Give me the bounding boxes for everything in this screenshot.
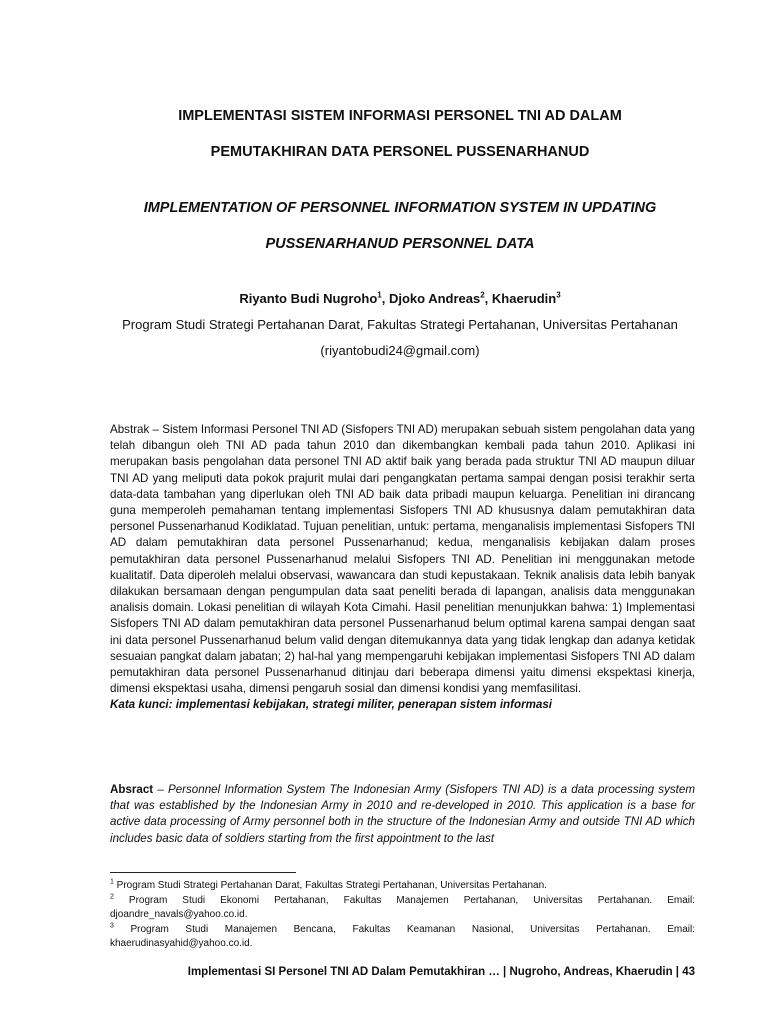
footnote-2-sup: 2 [110,893,114,901]
author-sep-1: , [381,291,389,306]
author-email: (riyantobudi24@gmail.com) [320,343,480,358]
author-3-sup: 3 [556,290,561,300]
title-en-line-1: IMPLEMENTATION OF PERSONNEL INFORMATION SYSTEM IN UPDATING [143,200,657,216]
running-footer: Implementasi SI Personel TNI AD Dalam Pemutakhiran … | Nugroho, Andreas, Khaerudin | 43 [187,966,695,978]
footnote-1 [110,879,695,893]
footnotes [110,879,695,952]
affiliation: Program Studi Strategi Pertahanan Darat, Fakultas Strategi Pertahanan, Universitas Pertahanan [122,317,678,332]
author-sep-2: , [484,291,492,306]
footnote-3 [110,923,695,951]
author-3: Khaerudin [491,291,557,306]
abstract-en-body: – Personnel Information System The Indonesian Army (Sisfopers TNI AD) is a data processing system that was established by the Indonesian Army in 2010 and re-developed in 2010. This application is a base for active data processing of Army personnel both in the structure of the Indonesian Army and outside TNI AD which includes basic data of soldiers starting from the first appointment to the last [110,783,695,845]
footnote-2 [110,894,695,922]
author-list [90,286,710,312]
title-indonesian [100,98,700,170]
footnote-1-text: Program Studi Strategi Pertahanan Darat, Fakultas Strategi Pertahanan, Universitas Pertahanan. [113,880,547,891]
footnote-3-text: Program Studi Manajemen Bencana, Fakultas Keamanan Nasional, Universitas Pertahanan. Email: khaerudinasyahid@yahoo.co.id. [110,924,695,949]
footnote-rule [110,872,296,873]
abstract-indonesian [110,422,695,714]
abstract-en-lead: Absract [110,783,154,796]
title-en-line-2: PUSSENARHANUD PERSONNEL DATA [265,236,535,252]
footnote-2-text: Program Studi Ekonomi Pertahanan, Fakultas Manajemen Pertahanan, Universitas Pertahanan. Email: djoandre_navals@yahoo.co.id. [110,895,695,920]
title-id-line-2: PEMUTAKHIRAN DATA PERSONEL PUSSENARHANUD [210,144,590,160]
keywords-id: Kata kunci: implementasi kebijakan, strategi militer, penerapan sistem informasi [110,698,553,712]
abstract-id-body: Abstrak – Sistem Informasi Personel TNI AD (Sisfopers TNI AD) merupakan sebuah sistem pengolahan data yang telah dibangun oleh TNI AD pada tahun 2010 dan dikembangkan kembali pada tahun 2010. Aplikasi ini merupakan basis pengolahan data personel TNI AD aktif baik yang berada pada struktur TNI AD maupun diluar TNI AD yang meliputi data pokok prajurit mulai dari pengangkatan pertama sampai dengan posisi terakhir serta data-data tambahan yang diperlukan oleh TNI AD baik data pribadi maupun keluarga. Penelitian ini dirancang guna memperoleh pemahaman tentang implementasi Sisfopers TNI AD khususnya dalam pemutakhiran data personel Pussenarhanud Kodiklatad. Tujuan penelitian, untuk: pertama, menganalisis implementasi Sisfopers TNI AD dalam pemutakhiran data personel Pussenarhanud; kedua, menganalisis kebijakan dalam proses pemutakhiran data personel Pussenarhanud melalui Sisfopers TNI AD. Penelitian ini menggunakan metode kualitatif. Data diperoleh melalui observasi, wawancara dan studi kepustakaan. Teknik analisis data lebih banyak dilakukan bersamaan dengan pengumpulan data saat peneliti berada di lapangan, analisis data menggunakan analisis domain. Lokasi penelitian di wilayah Kota Cimahi. Hasil penelitian menunjukkan bahwa: 1) Implementasi Sisfopers TNI AD dalam pemutakhiran data personel Pussenarhanud belum optimal karena sampai dengan saat ini data personel Pussenarhanud belum valid dengan ditemukannya data yang tidak lengkap dan adanya ketidak sesuaian pangkat dalam jabatan; 2) hal-hal yang mempengaruhi kebijakan implementasi Sisfopers TNI AD dalam pemutakhiran data personel Pussenarhanud ditinjau dari beberapa dimensi yaitu dimensi ekspektasi kinerja, dimensi ekspektasi usaha, dimensi pengaruh sosial dan dimensi kondisi yang memfasilitasi. [110,423,695,696]
author-2: Djoko Andreas [388,291,481,306]
author-2-sup: 2 [480,290,485,300]
authors-block [90,286,710,364]
author-1: Riyanto Budi Nugroho [239,291,378,306]
title-id-line-1: IMPLEMENTASI SISTEM INFORMASI PERSONEL TNI AD DALAM [178,108,622,124]
footnote-1-sup: 1 [110,878,114,886]
abstract-english [110,782,695,847]
footnote-3-sup: 3 [110,922,114,930]
title-english [100,190,700,262]
author-1-sup: 1 [377,290,382,300]
